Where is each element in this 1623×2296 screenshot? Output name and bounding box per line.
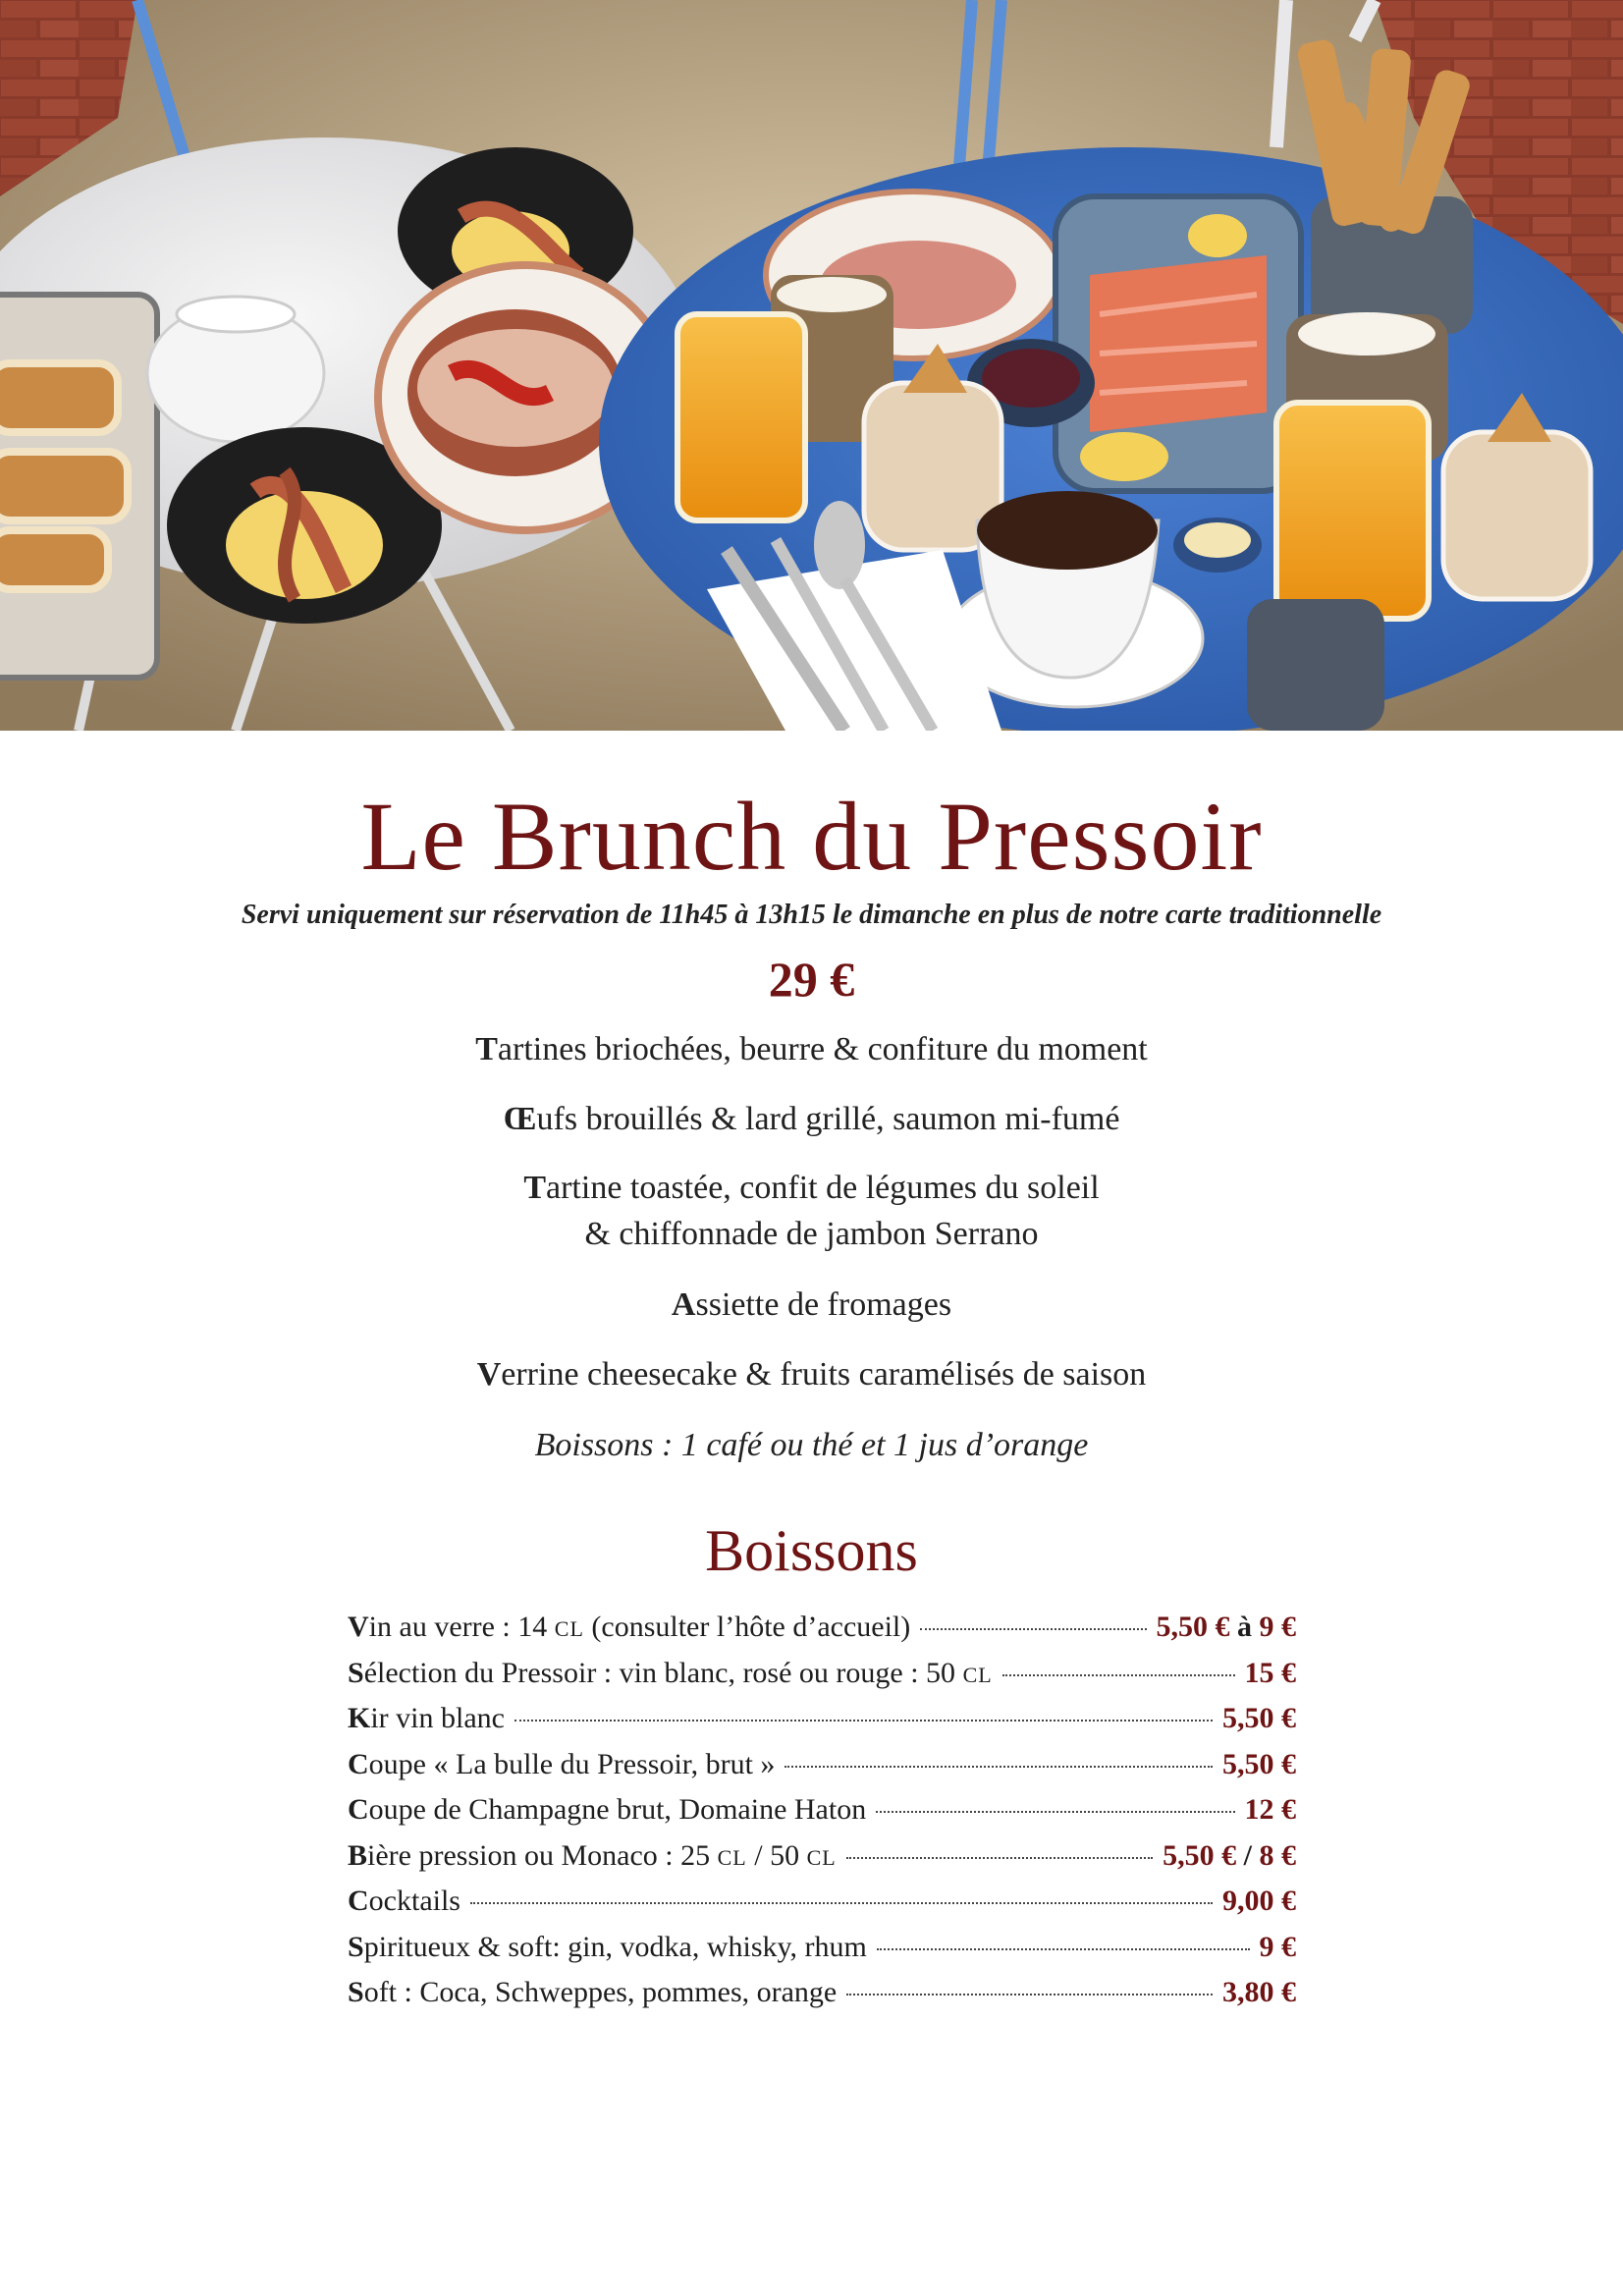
- page-subtitle: Servi uniquement sur réservation de 11h45 à 13h15 le dimanche en plus de notre carte traditionnelle: [241, 900, 1382, 930]
- drink-label: Cocktails: [348, 1885, 460, 1917]
- brunch-photo: [0, 0, 1623, 731]
- dot-leader: [876, 1810, 1234, 1813]
- drink-row: [348, 1976, 1296, 2022]
- drink-label: Coupe « La bulle du Pressoir, brut »: [348, 1747, 776, 1780]
- drink-price: 3,80 €: [1222, 1976, 1296, 2008]
- drink-label: Vin au verre : 14 CL (consulter l’hôte d’accueil): [348, 1611, 911, 1643]
- menu-item: Verrine cheesecake & fruits caramélisés de saison: [476, 1356, 1147, 1393]
- menu-drinks-note: Boissons : 1 café ou thé et 1 jus d’orange: [534, 1427, 1089, 1463]
- drink-row: [348, 1748, 1296, 1794]
- drink-price: 5,50 €: [1222, 1747, 1296, 1780]
- drink-price: 5,50 € à 9 €: [1156, 1611, 1296, 1643]
- drink-price: 15 €: [1244, 1656, 1296, 1689]
- brunch-price: 29 €: [768, 952, 855, 1007]
- drink-row: [348, 1702, 1296, 1748]
- menu-item: Tartines briochées, beurre & confiture du moment: [475, 1031, 1148, 1067]
- drink-price: 12 €: [1244, 1793, 1296, 1826]
- drink-row: [348, 1885, 1296, 1931]
- menu-item: Tartine toastée, confit de légumes du soleil: [523, 1170, 1100, 1206]
- page-title: Le Brunch du Pressoir: [360, 782, 1263, 891]
- drink-row: [348, 1839, 1296, 1886]
- drinks-heading: Boissons: [705, 1518, 918, 1583]
- brunch-photo-illustration: [0, 0, 1623, 731]
- drink-row: [348, 1793, 1296, 1839]
- drink-price: 9 €: [1259, 1930, 1296, 1963]
- drink-label: Coupe de Champagne brut, Domaine Haton: [348, 1793, 867, 1826]
- drink-row: [348, 1657, 1296, 1703]
- menu-item-continued: & chiffonnade de jambon Serrano: [584, 1216, 1039, 1252]
- drink-price: 5,50 € / 8 €: [1163, 1838, 1296, 1872]
- drink-row: [348, 1931, 1296, 1977]
- drink-price: 5,50 €: [1222, 1702, 1296, 1734]
- drink-row: [348, 1611, 1296, 1657]
- dot-leader: [784, 1765, 1213, 1768]
- drink-label: Kir vin blanc: [348, 1702, 505, 1734]
- dot-leader: [470, 1901, 1213, 1904]
- dot-leader: [846, 1856, 1153, 1859]
- drink-label: Sélection du Pressoir : vin blanc, rosé ou rouge : 50 CL: [348, 1656, 993, 1689]
- dot-leader: [1002, 1673, 1235, 1676]
- drinks-list: [348, 1611, 1296, 2022]
- menu-item: Œufs brouillés & lard grillé, saumon mi-fumé: [503, 1101, 1120, 1137]
- drink-label: Spiritueux & soft: gin, vodka, whisky, rhum: [348, 1930, 867, 1963]
- drink-price: 9,00 €: [1222, 1885, 1296, 1917]
- drink-label: Soft : Coca, Schweppes, pommes, orange: [348, 1976, 838, 2008]
- menu-item: Assiette de fromages: [671, 1286, 952, 1323]
- drink-label: Bière pression ou Monaco : 25 CL / 50 CL: [348, 1838, 837, 1872]
- dot-leader: [877, 1947, 1250, 1950]
- dot-leader: [514, 1719, 1213, 1722]
- dot-leader: [920, 1627, 1146, 1630]
- dot-leader: [846, 1993, 1213, 1995]
